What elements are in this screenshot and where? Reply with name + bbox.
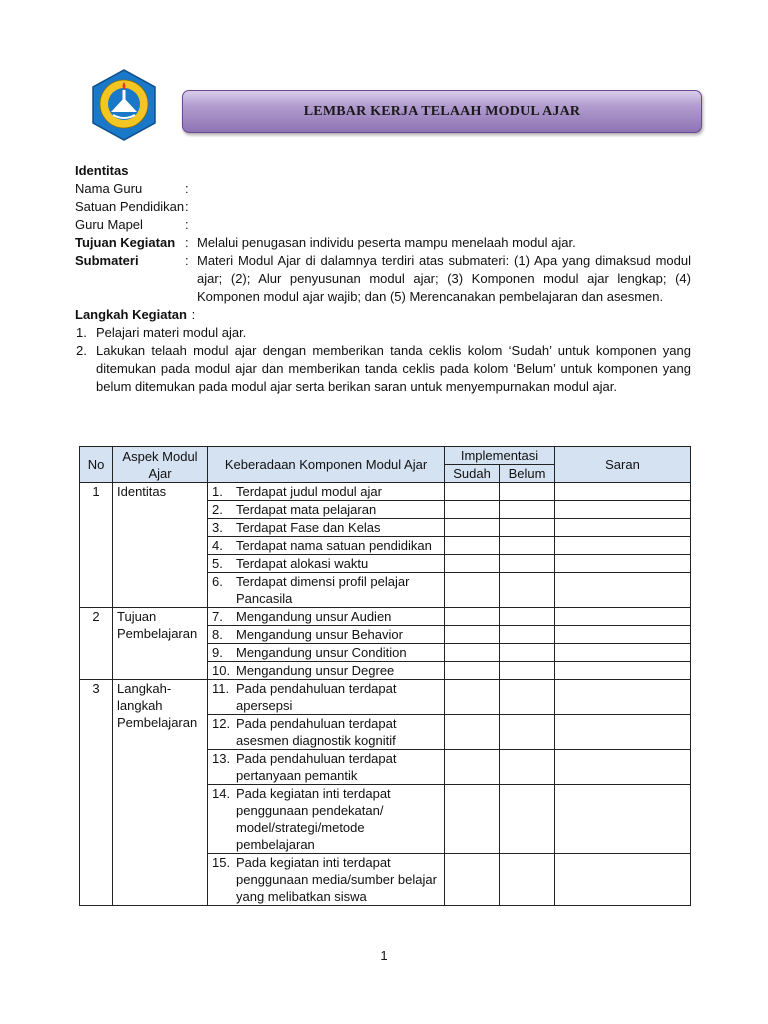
row-number: 3 — [80, 680, 113, 906]
header-implementasi: Implementasi — [445, 447, 555, 465]
tut-wuri-handayani-logo — [89, 68, 159, 142]
item-number: 5. — [212, 556, 223, 571]
component-cell — [208, 644, 445, 662]
sudah-cell[interactable] — [445, 501, 500, 519]
sudah-cell[interactable] — [445, 555, 500, 573]
item-text: Mengandung unsur Condition — [236, 645, 407, 660]
sudah-cell[interactable] — [445, 644, 500, 662]
document-title: LEMBAR KERJA TELAAH MODUL AJAR — [303, 103, 581, 119]
item-text: Mengandung unsur Audien — [236, 609, 392, 624]
component-cell — [208, 662, 445, 680]
belum-cell[interactable] — [500, 662, 555, 680]
identitas-heading: Identitas — [75, 163, 129, 178]
saran-cell[interactable] — [555, 501, 691, 519]
sudah-cell[interactable] — [445, 626, 500, 644]
item-number: 9. — [212, 645, 223, 660]
tujuan-row — [75, 234, 691, 252]
saran-cell[interactable] — [555, 555, 691, 573]
belum-cell[interactable] — [500, 785, 555, 854]
sudah-cell[interactable] — [445, 608, 500, 626]
component-cell — [208, 854, 445, 906]
belum-cell[interactable] — [500, 483, 555, 501]
saran-cell[interactable] — [555, 715, 691, 750]
component-cell — [208, 519, 445, 537]
colon: : — [185, 217, 189, 232]
belum-cell[interactable] — [500, 608, 555, 626]
component-cell — [208, 715, 445, 750]
component-cell — [208, 785, 445, 854]
row-number: 1 — [80, 483, 113, 608]
tujuan-text: Melalui penugasan individu peserta mampu menelaah modul ajar. — [197, 235, 576, 250]
item-number: 6. — [212, 574, 223, 589]
component-cell — [208, 537, 445, 555]
belum-cell[interactable] — [500, 537, 555, 555]
nama-guru-label: Nama Guru — [75, 181, 143, 196]
belum-cell[interactable] — [500, 519, 555, 537]
header-keberadaan: Keberadaan Komponen Modul Ajar — [208, 447, 445, 483]
saran-cell[interactable] — [555, 573, 691, 608]
header-sudah: Sudah — [445, 465, 500, 483]
sudah-cell[interactable] — [445, 537, 500, 555]
belum-cell[interactable] — [500, 715, 555, 750]
belum-cell[interactable] — [500, 555, 555, 573]
item-text: Mengandung unsur Degree — [236, 663, 395, 678]
submateri-label: Submateri — [75, 253, 139, 268]
aspek-cell: Langkah-langkah Pembelajaran — [113, 680, 208, 906]
item-number: 14. — [212, 786, 231, 801]
saran-cell[interactable] — [555, 854, 691, 906]
title-banner — [182, 90, 702, 133]
saran-cell[interactable] — [555, 483, 691, 501]
item-text: Pada kegiatan inti terdapat penggunaan pendekatan/ model/strategi/metode pembelajaran — [236, 786, 391, 852]
component-cell — [208, 680, 445, 715]
saran-cell[interactable] — [555, 608, 691, 626]
langkah-heading: Langkah Kegiatan — [75, 307, 187, 322]
component-cell — [208, 626, 445, 644]
saran-cell[interactable] — [555, 785, 691, 854]
item-number: 7. — [212, 609, 223, 624]
item-text: Terdapat nama satuan pendidikan — [236, 538, 432, 553]
colon: : — [185, 253, 189, 268]
mapel-row — [75, 216, 691, 234]
submateri-row — [75, 252, 691, 306]
mapel-label: Guru Mapel — [75, 217, 143, 232]
item-text: Terdapat dimensi profil pelajar Pancasila — [236, 574, 410, 606]
sudah-cell[interactable] — [445, 573, 500, 608]
sudah-cell[interactable] — [445, 519, 500, 537]
row-number: 2 — [80, 608, 113, 680]
item-text: Terdapat judul modul ajar — [236, 484, 382, 499]
item-number: 15. — [212, 855, 231, 870]
langkah-heading-row — [75, 306, 691, 324]
item-number: 3. — [212, 520, 223, 535]
colon: : — [191, 307, 196, 322]
belum-cell[interactable] — [500, 501, 555, 519]
saran-cell[interactable] — [555, 662, 691, 680]
aspek-cell: Tujuan Pembelajaran — [113, 608, 208, 680]
item-text: Pada pendahuluan terdapat pertanyaan pemantik — [236, 751, 397, 783]
sudah-cell[interactable] — [445, 854, 500, 906]
item-number: 10. — [212, 663, 231, 678]
header-no: No — [80, 447, 113, 483]
colon: : — [185, 235, 189, 250]
aspek-cell: Identitas — [113, 483, 208, 608]
document-body — [75, 162, 691, 396]
table-row — [80, 680, 691, 715]
colon: : — [185, 199, 189, 214]
header-aspek: Aspek Modul Ajar — [113, 447, 208, 483]
item-number: 11. — [212, 681, 230, 696]
component-cell — [208, 501, 445, 519]
item-text: Mengandung unsur Behavior — [236, 627, 403, 642]
telaah-table — [79, 446, 691, 906]
tujuan-label: Tujuan Kegiatan — [75, 235, 176, 250]
belum-cell[interactable] — [500, 644, 555, 662]
table-row — [80, 483, 691, 501]
saran-cell[interactable] — [555, 626, 691, 644]
item-number: 13. — [212, 751, 231, 766]
nama-guru-row — [75, 180, 691, 198]
list-item — [75, 324, 691, 342]
table-row — [80, 608, 691, 626]
sudah-cell[interactable] — [445, 785, 500, 854]
sudah-cell[interactable] — [445, 680, 500, 715]
step-number: 1. — [76, 325, 87, 340]
satuan-label: Satuan Pendidikan — [75, 199, 185, 214]
table-body — [80, 483, 691, 906]
item-text: Terdapat mata pelajaran — [236, 502, 377, 517]
item-text: Pada pendahuluan terdapat apersepsi — [236, 681, 397, 713]
submateri-text: Materi Modul Ajar di dalamnya terdiri atas submateri: (1) Apa yang dimaksud modul ajar; (2); Alur penyusunan modul ajar; (3) Komponen modul ajar lengkap; (4) Komponen modul ajar wajib; dan (5) Merencanakan pembelajaran dan asesmen. — [197, 253, 691, 304]
header-belum: Belum — [500, 465, 555, 483]
belum-cell[interactable] — [500, 750, 555, 785]
item-number: 12. — [212, 716, 231, 731]
satuan-row — [75, 198, 691, 216]
colon: : — [185, 181, 189, 196]
sudah-cell[interactable] — [445, 662, 500, 680]
saran-cell[interactable] — [555, 750, 691, 785]
steps-list — [75, 324, 691, 396]
step-number: 2. — [76, 343, 87, 358]
step-text: Pelajari materi modul ajar. — [96, 325, 247, 340]
belum-cell[interactable] — [500, 680, 555, 715]
item-text: Terdapat Fase dan Kelas — [236, 520, 381, 535]
component-cell — [208, 483, 445, 501]
saran-cell[interactable] — [555, 644, 691, 662]
item-number: 2. — [212, 502, 223, 517]
belum-cell[interactable] — [500, 573, 555, 608]
saran-cell[interactable] — [555, 680, 691, 715]
list-item — [75, 342, 691, 396]
component-cell — [208, 555, 445, 573]
page-number: 1 — [380, 948, 388, 963]
header-saran: Saran — [555, 447, 691, 483]
sudah-cell[interactable] — [445, 715, 500, 750]
item-number: 4. — [212, 538, 223, 553]
sudah-cell[interactable] — [445, 483, 500, 501]
item-text: Pada pendahuluan terdapat asesmen diagnostik kognitif — [236, 716, 397, 748]
sudah-cell[interactable] — [445, 750, 500, 785]
component-cell — [208, 573, 445, 608]
belum-cell[interactable] — [500, 854, 555, 906]
item-number: 1. — [212, 484, 223, 499]
step-text: Lakukan telaah modul ajar dengan memberikan tanda ceklis kolom ‘Sudah’ untuk komponen yang ditemukan pada modul ajar dan memberikan tanda ceklis pada kolom ‘Belum’ untuk komponen yang belum ditemukan pada modul ajar serta berikan saran untuk menyempurnakan modul ajar. — [96, 343, 691, 394]
item-text: Terdapat alokasi waktu — [236, 556, 369, 571]
component-cell — [208, 608, 445, 626]
item-text: Pada kegiatan inti terdapat penggunaan media/sumber belajar yang melibatkan siswa — [236, 855, 437, 904]
component-cell — [208, 750, 445, 785]
belum-cell[interactable] — [500, 626, 555, 644]
saran-cell[interactable] — [555, 537, 691, 555]
item-number: 8. — [212, 627, 223, 642]
saran-cell[interactable] — [555, 519, 691, 537]
